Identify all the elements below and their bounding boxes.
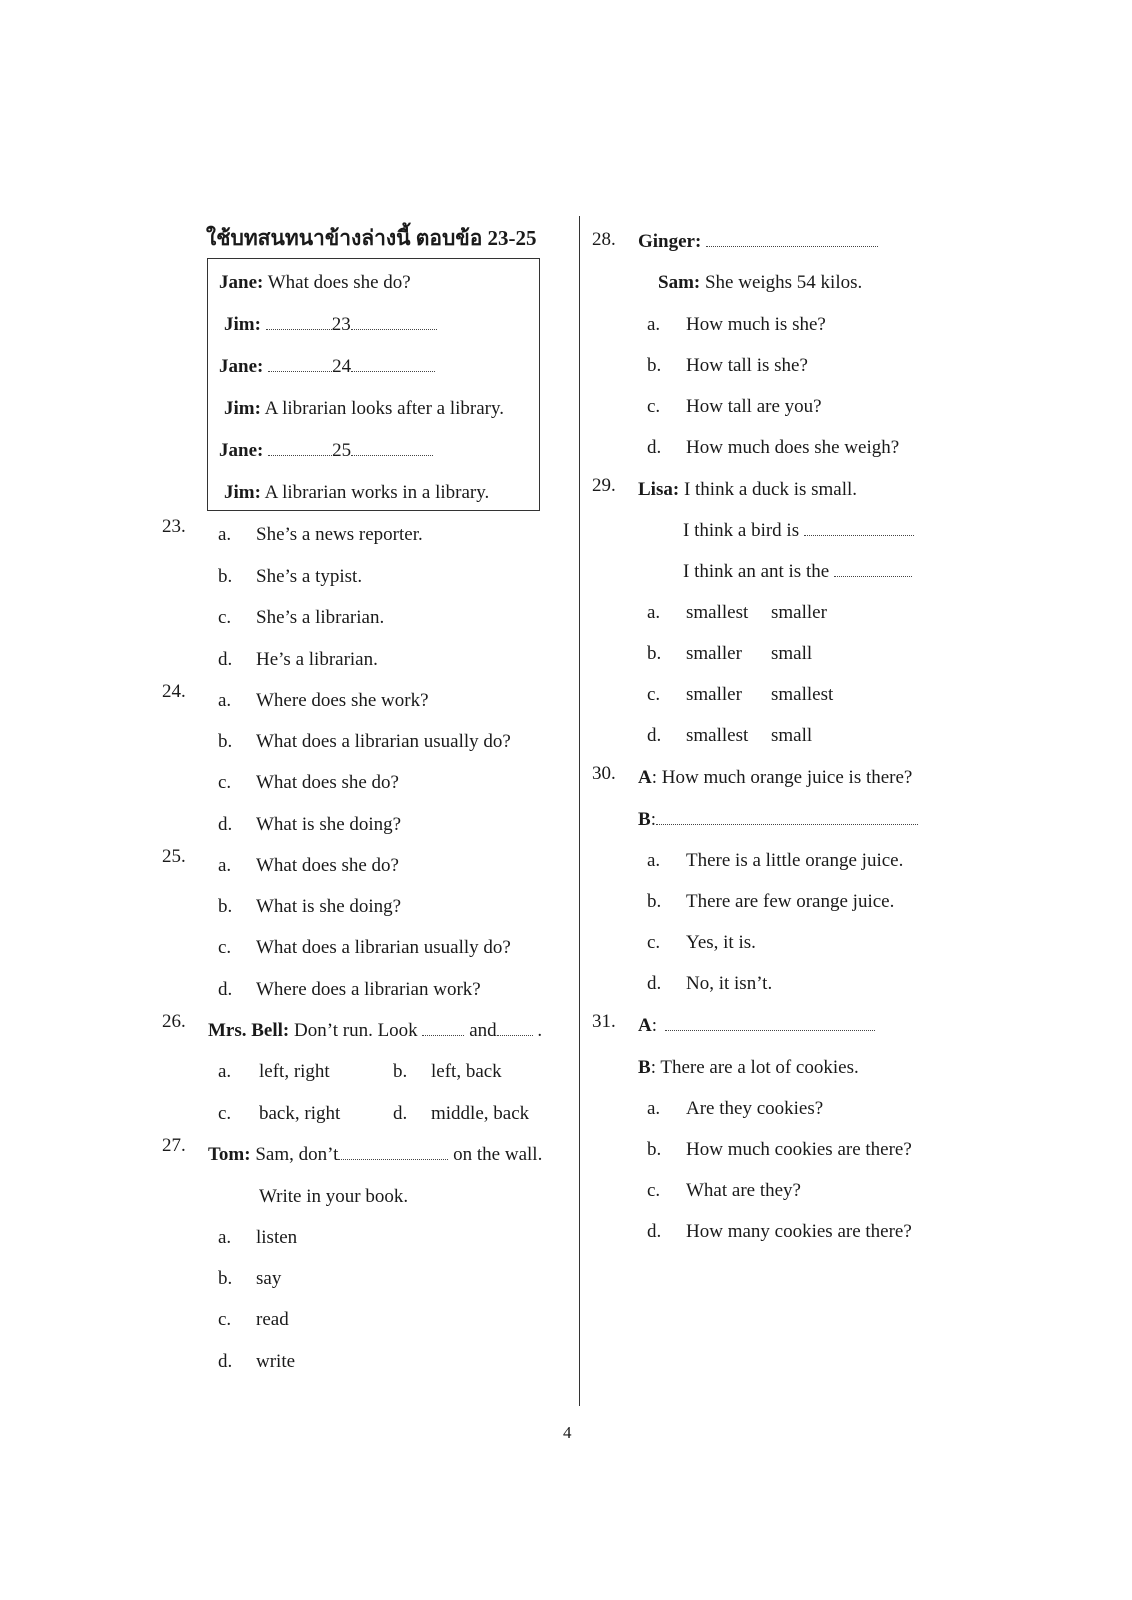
instruction-heading: ใช้บทสนทนาข้างล่างนี้ ตอบข้อ 23-25 xyxy=(206,226,537,250)
option-text: What are they? xyxy=(686,1180,801,1201)
option-text: say xyxy=(256,1268,282,1289)
blank xyxy=(656,824,918,825)
stem-text: : How much orange juice is there? xyxy=(651,767,913,788)
stem-text: on the wall. xyxy=(453,1144,543,1165)
option-letter: c. xyxy=(218,937,232,958)
dialogue-line xyxy=(219,441,433,460)
dialogue-line xyxy=(219,273,411,292)
option-letter: c. xyxy=(647,932,661,953)
option-letter: a. xyxy=(218,524,232,545)
option-word-1: smallest xyxy=(686,602,749,623)
option-text: How tall is she? xyxy=(686,355,808,376)
option-text: How tall are you? xyxy=(686,396,822,417)
stem-text: I think an ant is the xyxy=(683,561,830,582)
question-stem xyxy=(638,768,912,787)
option-letter: b. xyxy=(218,1268,233,1289)
stem-text: and xyxy=(469,1020,497,1041)
option-text: Are they cookies? xyxy=(686,1098,824,1119)
stem-text: . xyxy=(537,1020,543,1041)
question-number: 27. xyxy=(162,1135,186,1156)
option-text: Yes, it is. xyxy=(686,932,756,953)
question-number: 25. xyxy=(162,846,186,867)
option-text: What is she doing? xyxy=(256,814,402,835)
option-text: She’s a librarian. xyxy=(256,607,385,628)
option-text: She’s a news reporter. xyxy=(256,524,423,545)
option-letter: b. xyxy=(647,355,662,376)
question-stem-line2: Write in your book. xyxy=(259,1186,409,1207)
question-stem-line2 xyxy=(638,810,918,829)
option-letter: d. xyxy=(218,649,233,670)
question-stem-line2 xyxy=(658,273,862,292)
speaker: Jim: xyxy=(224,482,261,503)
stem-text: I think a duck is small. xyxy=(683,479,858,500)
speaker: Sam: xyxy=(658,272,701,293)
speaker: Ginger: xyxy=(638,231,702,252)
option-word-2: small xyxy=(771,643,813,664)
dialogue-text: A librarian looks after a library. xyxy=(264,398,504,419)
option-letter: c. xyxy=(647,396,661,417)
speaker: Jane: xyxy=(219,440,264,461)
option-letter: d. xyxy=(647,725,662,746)
question-number: 24. xyxy=(162,681,186,702)
question-number: 26. xyxy=(162,1011,186,1032)
blank xyxy=(266,329,332,330)
option-text: left, back xyxy=(431,1061,502,1082)
option-letter: a. xyxy=(218,1227,232,1248)
blank-number: 25 xyxy=(332,440,352,461)
question-stem xyxy=(208,1145,542,1164)
speaker: Lisa: xyxy=(638,479,680,500)
option-word-2: smallest xyxy=(771,684,834,705)
option-text: He’s a librarian. xyxy=(256,649,378,670)
option-text: How much does she weigh? xyxy=(686,437,900,458)
blank xyxy=(665,1030,875,1031)
stem-text: She weighs 54 kilos. xyxy=(704,272,863,293)
option-letter: b. xyxy=(647,891,662,912)
question-stem-line2 xyxy=(683,521,914,540)
blank-number: 24 xyxy=(332,356,352,377)
option-letter: b. xyxy=(393,1061,408,1082)
question-stem xyxy=(638,480,857,499)
option-text: There are few orange juice. xyxy=(686,891,895,912)
dialogue-line xyxy=(224,483,489,502)
question-stem-line2 xyxy=(638,1058,859,1077)
question-number: 29. xyxy=(592,475,616,496)
option-letter: b. xyxy=(218,896,233,917)
option-letter: a. xyxy=(647,850,661,871)
option-text: How much is she? xyxy=(686,314,826,335)
speaker: A xyxy=(638,767,652,788)
option-word-1: smallest xyxy=(686,725,749,746)
speaker: Tom: xyxy=(208,1144,251,1165)
option-text: Where does she work? xyxy=(256,690,429,711)
blank xyxy=(351,371,435,372)
option-word-2: smaller xyxy=(771,602,827,623)
option-letter: b. xyxy=(647,643,662,664)
stem-text: : xyxy=(651,1015,658,1036)
dialogue-text: What does she do? xyxy=(267,272,411,293)
blank xyxy=(804,535,914,536)
question-stem xyxy=(638,1016,875,1035)
option-letter: d. xyxy=(218,979,233,1000)
blank xyxy=(338,1159,448,1160)
dialogue-box xyxy=(207,258,540,511)
option-letter: c. xyxy=(647,684,661,705)
page-number: 4 xyxy=(563,1423,572,1442)
blank xyxy=(706,246,878,247)
blank xyxy=(268,455,332,456)
option-text: What does she do? xyxy=(256,855,399,876)
option-letter: d. xyxy=(393,1103,408,1124)
option-text: What does a librarian usually do? xyxy=(256,937,511,958)
column-divider xyxy=(579,216,580,1406)
speaker: Jim: xyxy=(224,398,261,419)
option-letter: c. xyxy=(218,1309,232,1330)
speaker: Mrs. Bell: xyxy=(208,1020,290,1041)
option-text: What does she do? xyxy=(256,772,399,793)
speaker: Jim: xyxy=(224,314,261,335)
question-number: 30. xyxy=(592,763,616,784)
option-letter: b. xyxy=(647,1139,662,1160)
speaker: Jane: xyxy=(219,272,264,293)
option-letter: d. xyxy=(218,814,233,835)
option-letter: d. xyxy=(647,1221,662,1242)
option-letter: b. xyxy=(218,566,233,587)
option-text: There is a little orange juice. xyxy=(686,850,904,871)
dialogue-line xyxy=(224,315,437,334)
option-text: How many cookies are there? xyxy=(686,1221,912,1242)
option-text: read xyxy=(256,1309,289,1330)
option-word-1: smaller xyxy=(686,684,742,705)
dialogue-text: A librarian works in a library. xyxy=(264,482,490,503)
blank xyxy=(268,371,332,372)
option-letter: a. xyxy=(218,1061,232,1082)
option-word-2: small xyxy=(771,725,813,746)
option-text: listen xyxy=(256,1227,298,1248)
option-letter: a. xyxy=(647,1098,661,1119)
stem-text: I think a bird is xyxy=(683,520,800,541)
option-word-1: smaller xyxy=(686,643,742,664)
option-text: back, right xyxy=(259,1103,341,1124)
option-letter: d. xyxy=(647,973,662,994)
option-text: left, right xyxy=(259,1061,330,1082)
option-letter: c. xyxy=(218,1103,232,1124)
question-number: 28. xyxy=(592,229,616,250)
question-number: 23. xyxy=(162,516,186,537)
option-letter: c. xyxy=(218,607,232,628)
option-letter: a. xyxy=(647,602,661,623)
option-text: No, it isn’t. xyxy=(686,973,773,994)
option-letter: a. xyxy=(218,690,232,711)
speaker: A xyxy=(638,1015,652,1036)
option-text: What is she doing? xyxy=(256,896,402,917)
option-letter: a. xyxy=(647,314,661,335)
blank xyxy=(422,1035,464,1036)
speaker: Jane: xyxy=(219,356,264,377)
blank xyxy=(351,455,433,456)
question-number: 31. xyxy=(592,1011,616,1032)
dialogue-line xyxy=(219,357,435,376)
option-letter: d. xyxy=(218,1351,233,1372)
option-text: She’s a typist. xyxy=(256,566,363,587)
stem-text: Don’t run. Look xyxy=(294,1020,418,1041)
blank xyxy=(834,576,912,577)
option-text: How much cookies are there? xyxy=(686,1139,912,1160)
option-text: What does a librarian usually do? xyxy=(256,731,511,752)
blank xyxy=(497,1035,533,1036)
question-stem xyxy=(638,232,878,251)
question-stem-line3 xyxy=(683,562,912,581)
option-letter: b. xyxy=(218,731,233,752)
speaker: B xyxy=(638,809,651,830)
option-text: middle, back xyxy=(431,1103,530,1124)
option-text: Where does a librarian work? xyxy=(256,979,481,1000)
blank xyxy=(351,329,437,330)
option-text: write xyxy=(256,1351,296,1372)
stem-text: : xyxy=(650,809,656,830)
option-letter: c. xyxy=(647,1180,661,1201)
dialogue-line xyxy=(224,399,504,418)
option-letter: d. xyxy=(647,437,662,458)
stem-text: Sam, don’t xyxy=(255,1144,339,1165)
speaker: B xyxy=(638,1057,651,1078)
stem-text: : There are a lot of cookies. xyxy=(650,1057,859,1078)
blank-number: 23 xyxy=(331,314,351,335)
option-letter: c. xyxy=(218,772,232,793)
question-stem xyxy=(208,1021,542,1040)
option-letter: a. xyxy=(218,855,232,876)
